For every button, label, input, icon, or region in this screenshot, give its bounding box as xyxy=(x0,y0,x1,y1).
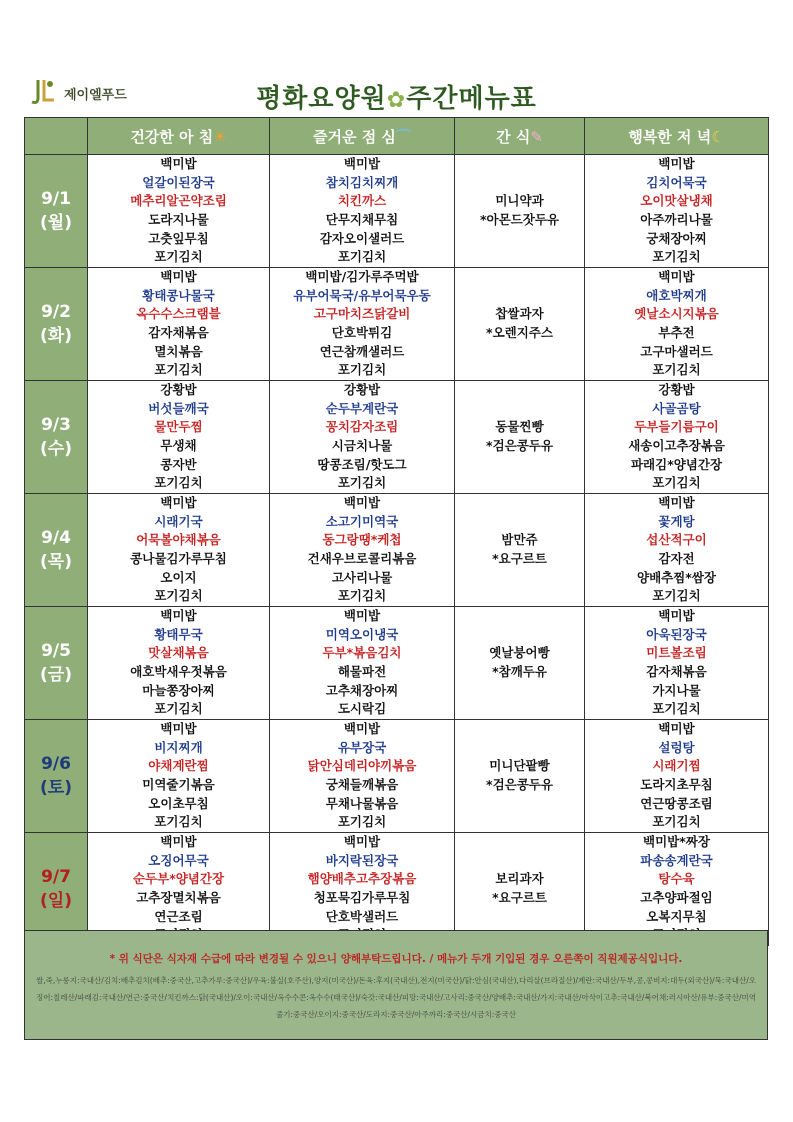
dinner-item: 감자채볶음 xyxy=(646,664,707,679)
day-row xyxy=(25,381,769,494)
lunch-item: 궁채들깨볶음 xyxy=(325,777,399,792)
lunch-item: 감자오이샐러드 xyxy=(319,230,405,246)
day-of-week: (토) xyxy=(40,778,72,798)
dinner-item: 포기김치 xyxy=(652,588,701,604)
dinner-item: 고구마샐러드 xyxy=(640,343,713,359)
breakfast-item: 야채계란찜 xyxy=(148,758,209,774)
lunch-item: 백미밥 xyxy=(343,608,381,624)
breakfast-item: 포기김치 xyxy=(154,475,203,491)
breakfast-item: 순두부*양념간장 xyxy=(132,871,225,887)
day-label xyxy=(25,494,88,607)
dinner-item: 김치어묵국 xyxy=(646,174,707,190)
day-date: 9/7 xyxy=(41,867,71,887)
breakfast-item: 오이지 xyxy=(160,569,197,585)
snack-item: *아몬드잣두유 xyxy=(480,212,559,227)
snack-item: 미니단팥빵 xyxy=(489,758,550,774)
day-row xyxy=(25,268,769,381)
dinner-item: 가지나물 xyxy=(652,682,701,698)
dinner-item: 파송송계란국 xyxy=(640,852,713,868)
lunch-item: 고사리나물 xyxy=(331,569,393,585)
breakfast-item: 백미밥 xyxy=(160,834,197,850)
dinner-item: 포기김치 xyxy=(652,249,701,265)
day-label xyxy=(25,155,88,268)
snack-item: 옛날붕어빵 xyxy=(489,645,550,661)
snack-item: *참깨두유 xyxy=(492,664,547,679)
lunch-item: 순두부계란국 xyxy=(325,400,399,416)
breakfast-item: 마늘쫑장아찌 xyxy=(142,682,215,698)
dinner-item: 강황밥 xyxy=(658,382,695,398)
lunch-item: 건새우브로콜리볶음 xyxy=(307,551,417,566)
snack-item: *오렌지주스 xyxy=(486,325,553,340)
day-of-week: (수) xyxy=(40,439,72,459)
breakfast-item: 어묵볼야채볶음 xyxy=(136,532,221,548)
lunch-cell xyxy=(270,381,455,494)
dinner-item: 두부들기름구이 xyxy=(634,419,719,435)
dinner-item: 파래김*양념간장 xyxy=(630,456,723,472)
breakfast-item: 포기김치 xyxy=(154,588,203,604)
title-text: 평화요양원 xyxy=(256,84,387,114)
breakfast-item: 버섯들깨국 xyxy=(148,400,209,416)
day-of-week: (화) xyxy=(40,326,72,346)
day-of-week: (금) xyxy=(40,665,72,685)
breakfast-item: 시래기국 xyxy=(154,513,203,529)
dinner-item: 시래기찜 xyxy=(652,758,701,774)
lunch-item: 꽁치감자조림 xyxy=(325,419,399,435)
dinner-item: 도라지초무침 xyxy=(640,777,713,792)
lunch-item: 시금치나물 xyxy=(331,438,393,453)
lunch-item: 백미밥 xyxy=(343,834,381,850)
header-dinner: 행복한 저 녁☾ xyxy=(585,118,769,155)
dinner-item: 백미밥 xyxy=(658,721,695,737)
lunch-item: 두부*볶음김치 xyxy=(322,645,402,661)
dinner-cell xyxy=(585,268,769,381)
dinner-item: 백미밥 xyxy=(658,269,695,285)
dinner-cell xyxy=(585,155,769,268)
day-label xyxy=(25,720,88,833)
rainbow-icon: ⌒ xyxy=(395,127,411,146)
breakfast-item: 맛살채볶음 xyxy=(148,645,209,661)
menu-body xyxy=(25,155,769,946)
dinner-cell xyxy=(585,607,769,720)
lunch-item: 포기김치 xyxy=(337,588,387,604)
lunch-item: 포기김치 xyxy=(337,362,387,378)
footer-notes xyxy=(24,930,768,1040)
dinner-item: 감자전 xyxy=(658,551,695,566)
breakfast-item: 미역줄기볶음 xyxy=(142,777,215,792)
snack-item: *검은콩두유 xyxy=(486,777,553,792)
day-row xyxy=(25,494,769,607)
lunch-item: 포기김치 xyxy=(337,475,387,491)
lunch-item: 포기김치 xyxy=(337,249,387,265)
lunch-item: 참치김치찌개 xyxy=(325,174,399,190)
page-title xyxy=(0,78,793,115)
lunch-item: 백미밥/김가루주먹밥 xyxy=(305,269,419,285)
day-date: 9/2 xyxy=(41,302,71,322)
breakfast-item: 백미밥 xyxy=(160,495,197,511)
breakfast-cell xyxy=(88,720,270,833)
lunch-cell xyxy=(270,607,455,720)
dinner-item: 포기김치 xyxy=(652,475,701,491)
lunch-item: 햄양배추고추장볶음 xyxy=(307,871,417,887)
dinner-item: 포기김치 xyxy=(652,701,701,717)
dinner-item: 고추양파절임 xyxy=(640,890,713,905)
dinner-item: 새송이고추장볶음 xyxy=(628,438,725,453)
breakfast-item: 포기김치 xyxy=(154,701,203,717)
day-label xyxy=(25,833,88,946)
day-label xyxy=(25,268,88,381)
breakfast-item: 포기김치 xyxy=(154,249,203,265)
day-date: 9/5 xyxy=(41,641,71,661)
day-row xyxy=(25,155,769,268)
dinner-item: 사골곰탕 xyxy=(652,400,701,416)
breakfast-item: 백미밥 xyxy=(160,269,197,285)
lunch-item: 유부어묵국/유부어묵우동 xyxy=(293,287,431,303)
title-text-2: 주간메뉴표 xyxy=(406,84,537,114)
dinner-item: 애호박찌개 xyxy=(646,287,707,303)
dinner-item: 아욱된장국 xyxy=(646,626,707,642)
lunch-item: 치킨까스 xyxy=(337,193,387,209)
snack-cell xyxy=(455,833,585,946)
breakfast-cell xyxy=(88,381,270,494)
lunch-item: 닭안심데리야끼볶음 xyxy=(307,758,417,774)
breakfast-item: 포기김치 xyxy=(154,814,203,830)
dinner-item: 양배추찜*쌈장 xyxy=(637,569,716,585)
lunch-item: 동그랑땡*케첩 xyxy=(322,532,402,548)
breakfast-item: 오징어무국 xyxy=(148,852,209,868)
candy-icon: ✎ xyxy=(530,127,543,146)
dinner-item: 백미밥 xyxy=(658,156,695,172)
sun-icon: ☀ xyxy=(213,127,227,146)
breakfast-cell xyxy=(88,494,270,607)
day-of-week: (일) xyxy=(40,891,72,911)
dinner-item: 부추전 xyxy=(658,325,695,340)
breakfast-item: 비지찌개 xyxy=(154,739,203,755)
snack-cell xyxy=(455,155,585,268)
snack-item: 동물찐빵 xyxy=(495,419,544,435)
corner-header xyxy=(25,118,88,155)
dinner-item: 궁채장아찌 xyxy=(646,230,707,246)
header-lunch: 즐거운 점 심⌒ xyxy=(270,118,455,155)
snack-item: 보리과자 xyxy=(495,871,544,887)
dinner-item: 섭산적구이 xyxy=(646,532,707,548)
header-snack: 간 식✎ xyxy=(455,118,585,155)
notice-text: * 위 식단은 식자재 수급에 따라 변경될 수 있으니 양해부탁드립니다. / 메뉴가 두개 기입된 경우 오른쪽이 직원제공식입니다. xyxy=(109,953,683,965)
lunch-item: 해물파전 xyxy=(337,664,387,679)
lunch-item: 도시락김 xyxy=(337,701,387,717)
breakfast-item: 백미밥 xyxy=(160,721,197,737)
snack-cell xyxy=(455,381,585,494)
breakfast-cell xyxy=(88,833,270,946)
snack-item: 미니약과 xyxy=(495,193,544,209)
day-of-week: (월) xyxy=(40,213,72,233)
breakfast-item: 콩나물김가루무침 xyxy=(130,551,227,566)
lunch-cell xyxy=(270,833,455,946)
lunch-cell xyxy=(270,155,455,268)
lunch-item: 연근참깨샐러드 xyxy=(319,343,405,359)
breakfast-cell xyxy=(88,607,270,720)
day-date: 9/6 xyxy=(41,754,71,774)
breakfast-item: 황태무국 xyxy=(154,626,203,642)
breakfast-item: 얼갈이된장국 xyxy=(142,174,215,190)
day-label xyxy=(25,381,88,494)
day-date: 9/3 xyxy=(41,415,71,435)
dinner-item: 포기김치 xyxy=(652,814,701,830)
day-label xyxy=(25,607,88,720)
dinner-item: 백미밥*짜장 xyxy=(643,834,710,850)
page-header xyxy=(0,0,793,118)
snack-item: 찹쌀과자 xyxy=(495,306,544,322)
dinner-item: 연근땅콩조림 xyxy=(640,795,713,811)
lunch-cell xyxy=(270,494,455,607)
breakfast-item: 감자채볶음 xyxy=(148,325,209,340)
moon-icon: ☾ xyxy=(711,127,725,146)
origin-text: 쌀,죽,누룽지:국내산/김치:배추김치(배추:중국산,고추가루:중국산)/우육:불실(호주산),양지(미국산)/돈육:후지(국내산),전지(미국산)/닭:안심(국내산),다리살(브라질산)/계란:국내산/두부,콩,콩비지:대두(외국산)/묵:국내산/오징어:칠레산/파래김:국내산/연근:중국산/치킨까스:닭(국내산)/오이:국내산/옥수수콘:옥수수(태국산)/숙갓:국내산/피망:국내산/고사리:중국산/양배추:국내산/가지:국내산/아삭이고추:국내산/북어채:러시아산/유부:중국산/미역줄기:중국산/오이지:중국산/도라지:중국산/아주까리:중국산/시금치:중국산 xyxy=(35,976,756,1019)
lunch-item: 백미밥 xyxy=(343,156,381,172)
dinner-item: 옛날소시지볶음 xyxy=(634,306,719,322)
lunch-item: 고추채장아찌 xyxy=(325,682,399,698)
dinner-cell xyxy=(585,381,769,494)
lunch-item: 단호박샐러드 xyxy=(325,908,399,924)
dinner-item: 백미밥 xyxy=(658,495,695,511)
day-of-week: (목) xyxy=(40,552,72,572)
day-date: 9/1 xyxy=(41,189,71,209)
breakfast-item: 무생채 xyxy=(160,438,197,453)
dinner-item: 아주까리나물 xyxy=(640,212,713,227)
breakfast-item: 백미밥 xyxy=(160,156,197,172)
lunch-item: 바지락된장국 xyxy=(325,852,399,868)
dinner-item: 설렁탕 xyxy=(658,739,695,755)
dinner-item: 탕수육 xyxy=(658,871,695,887)
lunch-item: 포기김치 xyxy=(337,814,387,830)
breakfast-item: 옥수수스크램블 xyxy=(136,306,221,322)
snack-cell xyxy=(455,494,585,607)
lunch-cell xyxy=(270,720,455,833)
breakfast-item: 황태콩나물국 xyxy=(142,287,215,303)
breakfast-item: 고추장멸치볶음 xyxy=(136,890,221,905)
snack-cell xyxy=(455,607,585,720)
lunch-item: 소고기미역국 xyxy=(325,513,399,529)
lunch-item: 미역오이냉국 xyxy=(325,626,399,642)
snack-cell xyxy=(455,720,585,833)
breakfast-item: 고춧잎무침 xyxy=(148,230,209,246)
day-row xyxy=(25,720,769,833)
breakfast-item: 애호박새우젓볶음 xyxy=(130,664,227,679)
lunch-item: 백미밥 xyxy=(343,495,381,511)
day-row xyxy=(25,833,769,946)
breakfast-item: 메추리알곤약조림 xyxy=(130,193,227,209)
lunch-item: 청포묵김가루무침 xyxy=(313,890,411,905)
dinner-item: 오복지무침 xyxy=(646,908,707,924)
weekly-menu-table xyxy=(24,117,769,946)
snack-item: *검은콩두유 xyxy=(486,438,553,453)
dinner-item: 미트볼조림 xyxy=(646,645,707,661)
day-date: 9/4 xyxy=(41,528,71,548)
snack-cell xyxy=(455,268,585,381)
dinner-item: 꽃게탕 xyxy=(658,513,695,529)
breakfast-item: 콩자반 xyxy=(160,456,197,472)
snack-item: *요구르트 xyxy=(492,890,547,905)
breakfast-cell xyxy=(88,155,270,268)
breakfast-item: 연근조림 xyxy=(154,908,203,924)
table-header-row xyxy=(25,118,769,155)
lunch-item: 단무지채무침 xyxy=(325,212,399,227)
dinner-cell xyxy=(585,720,769,833)
lunch-item: 땅콩조림/핫도그 xyxy=(317,456,407,472)
breakfast-item: 강황밥 xyxy=(160,382,197,398)
flower-icon: ✿ xyxy=(386,88,407,113)
breakfast-item: 물만두찜 xyxy=(154,419,203,435)
dinner-item: 백미밥 xyxy=(658,608,695,624)
header-breakfast: 건강한 아 침☀ xyxy=(88,118,270,155)
lunch-item: 강황밥 xyxy=(343,382,381,398)
brand-name: 제이엘푸드 xyxy=(64,88,127,103)
breakfast-item: 도라지나물 xyxy=(148,212,209,227)
lunch-item: 고구마치즈닭갈비 xyxy=(313,306,411,322)
dinner-cell xyxy=(585,494,769,607)
breakfast-cell xyxy=(88,268,270,381)
lunch-item: 유부장국 xyxy=(337,739,387,755)
lunch-item: 백미밥 xyxy=(343,721,381,737)
snack-item: *요구르트 xyxy=(492,551,547,566)
snack-item: 밤만쥬 xyxy=(501,532,538,548)
dinner-item: 포기김치 xyxy=(652,362,701,378)
breakfast-item: 오이초무침 xyxy=(148,795,209,811)
breakfast-item: 멸치볶음 xyxy=(154,343,203,359)
lunch-item: 단호박튀김 xyxy=(331,325,393,340)
lunch-cell xyxy=(270,268,455,381)
lunch-item: 무채나물볶음 xyxy=(325,795,399,811)
dinner-cell xyxy=(585,833,769,946)
breakfast-item: 백미밥 xyxy=(160,608,197,624)
day-row xyxy=(25,607,769,720)
dinner-item: 오이맛살냉채 xyxy=(640,193,713,209)
breakfast-item: 포기김치 xyxy=(154,362,203,378)
